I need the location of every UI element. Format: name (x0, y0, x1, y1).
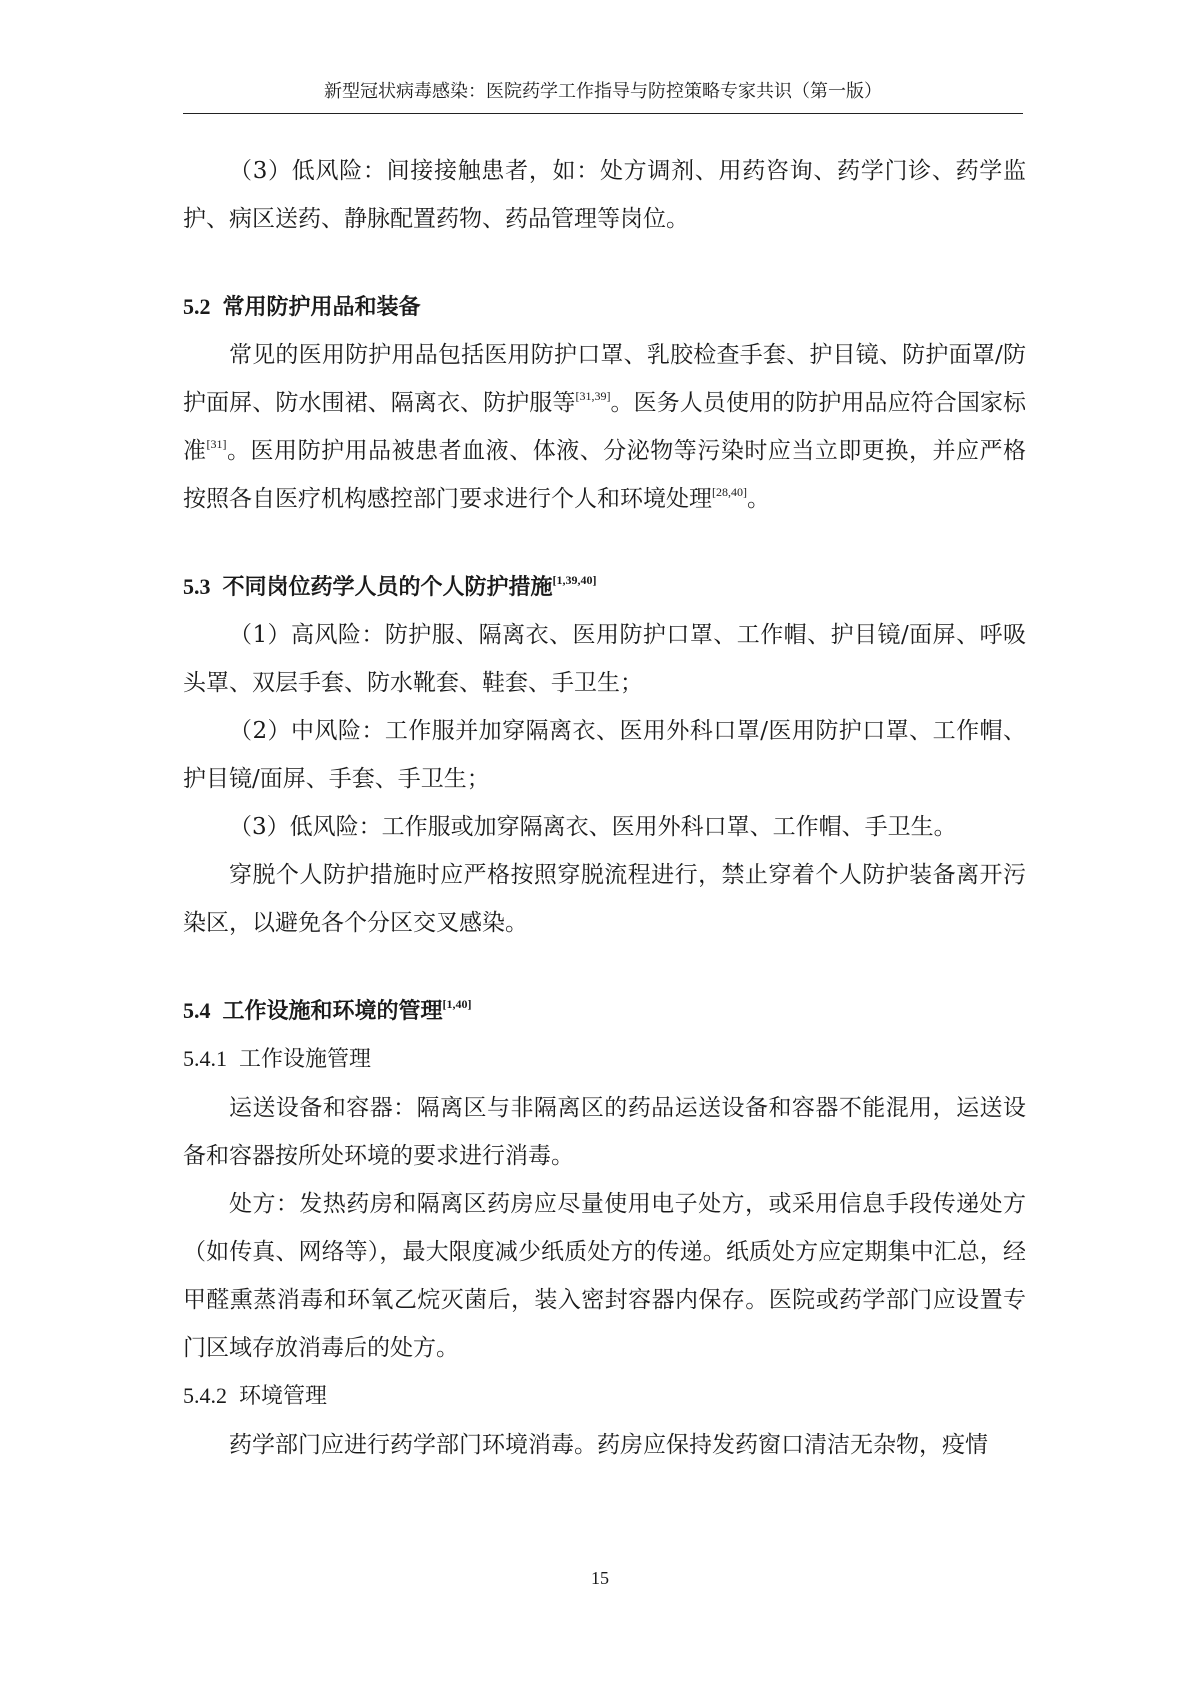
section-gap (183, 523, 1026, 563)
paragraph-high-risk: （1）高风险：防护服、隔离衣、医用防护口罩、工作帽、护目镜/面屏、呼吸头罩、双层手套、防水靴套、鞋套、手卫生； (183, 622, 1026, 696)
section-heading-5-2 (183, 283, 1026, 331)
text-run: 。 (747, 486, 770, 512)
citation: [1,39,40] (552, 573, 597, 587)
section-number: 5.4 (183, 998, 211, 1023)
subsection-number: 5.4.1 (183, 1046, 227, 1071)
subsection-title: 工作设施管理 (239, 1047, 372, 1072)
paragraph-mid-risk: （2）中风险：工作服并加穿隔离衣、医用外科口罩/医用防护口罩、工作帽、护目镜/面屏、手套、手卫生； (183, 718, 1026, 792)
paragraph-protective-equipment (183, 331, 1026, 523)
section-title: 常用防护用品和装备 (222, 294, 421, 320)
paragraph-low-risk: （3）低风险：间接接触患者，如：处方调剂、用药咨询、药学门诊、药学监护、病区送药、静脉配置药物、药品管理等岗位。 (183, 158, 1026, 232)
header-rule (183, 113, 1023, 114)
section-gap (183, 243, 1026, 283)
running-header: 新型冠状病毒感染：医院药学工作指导与防控策略专家共识（第一版） (324, 81, 882, 102)
paragraph-environment: 药学部门应进行药学部门环境消毒。药房应保持发药窗口清洁无杂物，疫情 (229, 1432, 988, 1458)
section-title: 不同岗位药学人员的个人防护措施 (222, 574, 553, 600)
section-heading-5-3 (183, 563, 1026, 611)
text-run: 。医用防护用品被患者血液、体液、分泌物等污染时应当立即更换，并应严格按照各自医疗机构感控部门要求进行个人和环境处理 (183, 438, 1027, 512)
section-number: 5.2 (183, 294, 211, 319)
section-number: 5.3 (183, 574, 211, 599)
citation: [31,39] (575, 389, 611, 403)
text-run: 。医务人员使用的防护用品应符合国家标准 (183, 390, 1027, 464)
paragraph-low-risk-protection: （3）低风险：工作服或加穿隔离衣、医用外科口罩、工作帽、手卫生。 (229, 814, 957, 840)
paragraph-prescriptions: 处方：发热药房和隔离区药房应尽量使用电子处方，或采用信息手段传递处方（如传真、网络等），最大限度减少纸质处方的传递。纸质处方应定期集中汇总，经甲醛熏蒸消毒和环氧乙烷灭菌后，装入密封容器内保存。医院或药学部门应设置专门区域存放消毒后的处方。 (183, 1191, 1026, 1361)
subsection-heading-5-4-2 (183, 1372, 1026, 1421)
subsection-title: 环境管理 (239, 1384, 328, 1409)
citation: [1,40] (442, 997, 472, 1011)
paragraph-transport-equipment: 运送设备和容器：隔离区与非隔离区的药品运送设备和容器不能混用，运送设备和容器按所处环境的要求进行消毒。 (183, 1095, 1026, 1169)
page-body (183, 147, 1026, 1469)
section-gap (183, 947, 1026, 987)
section-title: 工作设施和环境的管理 (222, 998, 443, 1024)
citation: [28,40] (712, 485, 747, 499)
subsection-heading-5-4-1 (183, 1035, 1026, 1084)
section-heading-5-4 (183, 987, 1026, 1035)
citation: [31] (206, 437, 227, 451)
subsection-number: 5.4.2 (183, 1383, 227, 1408)
text-run: 常见的医用防护用品包括医用防护口罩、乳胶检查手套、护目镜、防护面罩/防护面屏、防水围裙、隔离衣、防护服等 (183, 342, 1026, 416)
paragraph-donning-note: 穿脱个人防护措施时应严格按照穿脱流程进行，禁止穿着个人防护装备离开污染区，以避免各个分区交叉感染。 (183, 862, 1026, 936)
page-number: 15 (591, 1568, 609, 1588)
